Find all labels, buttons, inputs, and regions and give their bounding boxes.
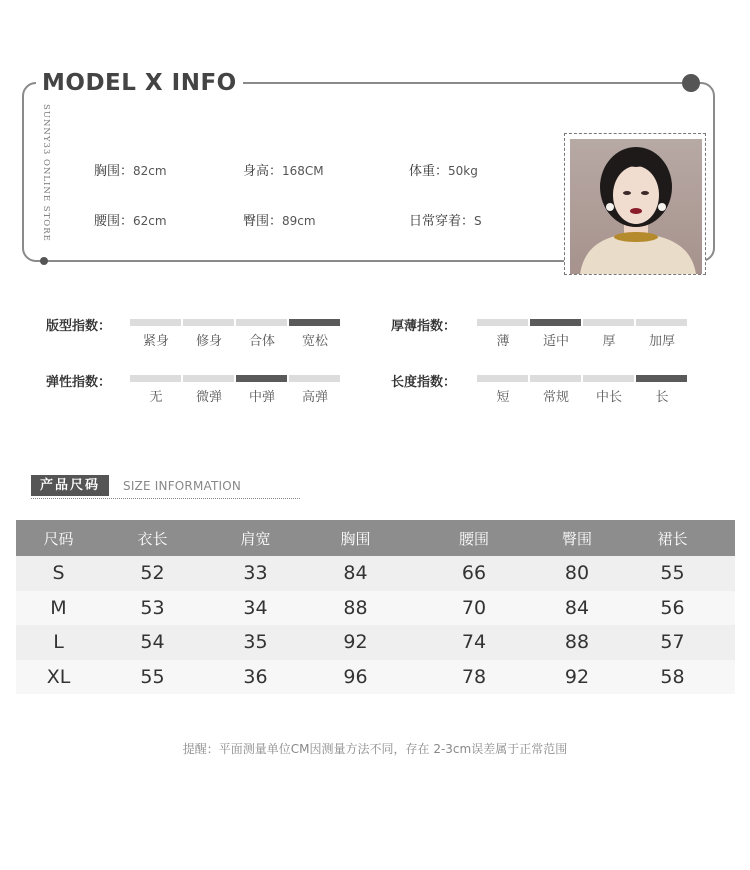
length-index-option-label: 短	[496, 390, 510, 405]
table-cell: 88	[343, 596, 368, 619]
thickness-index-bar-segment	[530, 319, 581, 326]
fit-index-option-label: 合体	[248, 334, 275, 349]
table-cell: M	[50, 596, 67, 619]
table-cell: 52	[140, 562, 165, 585]
length-index-bar-segment	[583, 375, 634, 382]
size-table-body	[16, 556, 735, 694]
table-cell: 55	[140, 665, 165, 688]
table-cell: S	[52, 562, 65, 585]
measurement-note: 提醒：平面测量单位CM因测量方法不同，存在 2-3cm误差属于正常范围	[182, 742, 568, 756]
size-table-header-cell: 裙长	[657, 529, 688, 548]
table-cell: 92	[564, 665, 590, 688]
length-index-bar-segment	[636, 375, 687, 382]
fit-index-bar-segment	[130, 319, 181, 326]
elasticity-index-bar-segment	[130, 375, 181, 382]
table-row	[16, 591, 735, 626]
size-section-badge: 产品尺码	[31, 475, 109, 496]
stat-daily-size: 日常穿着：S	[409, 214, 482, 229]
thickness-index-option-label: 厚	[602, 334, 616, 349]
decorative-dot-small	[40, 257, 48, 265]
size-section-divider	[31, 498, 300, 499]
table-cell: 78	[461, 665, 487, 688]
table-row	[16, 660, 735, 695]
table-cell: 57	[660, 631, 685, 654]
thickness-index-option-label: 适中	[542, 334, 569, 349]
size-table-header-cell: 尺码	[43, 529, 74, 548]
stat-weight: 体重：50kg	[409, 164, 478, 179]
thickness-index-bar-segment	[636, 319, 687, 326]
elasticity-index-option-label: 无	[149, 390, 163, 405]
table-cell: 53	[140, 596, 165, 619]
stat-hip: 臀围：89cm	[243, 214, 316, 229]
fit-index-bar-segment	[289, 319, 340, 326]
elasticity-index-bar-segment	[289, 375, 340, 382]
table-row	[16, 625, 735, 660]
table-cell: 34	[243, 596, 268, 619]
table-cell: 88	[564, 631, 590, 654]
thickness-index-bar-segment	[477, 319, 528, 326]
table-cell: 66	[461, 562, 487, 585]
table-cell: 55	[660, 562, 685, 585]
table-cell: 84	[343, 562, 368, 585]
table-row	[16, 556, 735, 591]
table-cell: 35	[243, 631, 268, 654]
thickness-index-option-label: 加厚	[648, 334, 675, 349]
thickness-index-bar-segment	[583, 319, 634, 326]
model-portrait-illustration	[570, 139, 702, 274]
length-index-option-label: 长	[655, 390, 669, 405]
size-section-subtitle: SIZE INFORMATION	[123, 479, 242, 493]
size-table	[16, 520, 735, 694]
table-cell: 36	[243, 665, 268, 688]
thickness-index-label: 厚薄指数：	[391, 319, 457, 334]
table-cell: 74	[461, 631, 487, 654]
elasticity-index-option-label: 微弹	[195, 390, 222, 405]
elasticity-index-label: 弹性指数：	[46, 375, 112, 390]
fit-index-bar-segment	[236, 319, 287, 326]
size-table-header-cell: 胸围	[340, 529, 371, 548]
stat-waist: 腰围：62cm	[94, 214, 167, 229]
stat-bust: 胸围：82cm	[94, 164, 167, 179]
size-table-header-cell: 衣长	[137, 529, 168, 548]
length-index-option-label: 中长	[595, 390, 622, 405]
table-cell: 84	[564, 596, 590, 619]
decorative-dot-large	[682, 74, 700, 92]
table-cell: 80	[564, 562, 590, 585]
model-photo	[570, 139, 702, 274]
fit-index-bar-segment	[183, 319, 234, 326]
elasticity-index-bar-segment	[236, 375, 287, 382]
table-cell: 56	[660, 596, 685, 619]
fit-index-option-label: 修身	[195, 334, 222, 349]
model-info-title: MODEL X INFO	[36, 66, 243, 100]
elasticity-index-option-label: 高弹	[301, 390, 328, 405]
size-table-header-cell: 臀围	[561, 529, 592, 548]
fit-index-option-label: 宽松	[301, 334, 328, 349]
table-cell: L	[53, 631, 64, 654]
fit-index-label: 版型指数：	[46, 319, 112, 334]
length-index-bar-segment	[530, 375, 581, 382]
table-cell: 92	[343, 631, 368, 654]
size-table-header	[16, 520, 735, 556]
thickness-index-option-label: 薄	[496, 334, 510, 349]
table-cell: XL	[46, 665, 71, 688]
stat-height: 身高：168CM	[243, 164, 324, 179]
size-table-header-cell: 腰围	[458, 529, 489, 548]
table-cell: 54	[140, 631, 165, 654]
elasticity-index-option-label: 中弹	[248, 390, 275, 405]
length-index-label: 长度指数：	[391, 375, 457, 390]
store-vertical-text: SUNNY33 ONLINE STORE	[41, 104, 51, 242]
table-cell: 96	[343, 665, 368, 688]
table-cell: 33	[243, 562, 268, 585]
fit-index-option-label: 紧身	[142, 334, 169, 349]
length-index-bar-segment	[477, 375, 528, 382]
length-index-option-label: 常规	[542, 390, 569, 405]
table-cell: 58	[660, 665, 685, 688]
size-table-header-cell: 肩宽	[240, 529, 271, 548]
elasticity-index-bar-segment	[183, 375, 234, 382]
table-cell: 70	[461, 596, 487, 619]
